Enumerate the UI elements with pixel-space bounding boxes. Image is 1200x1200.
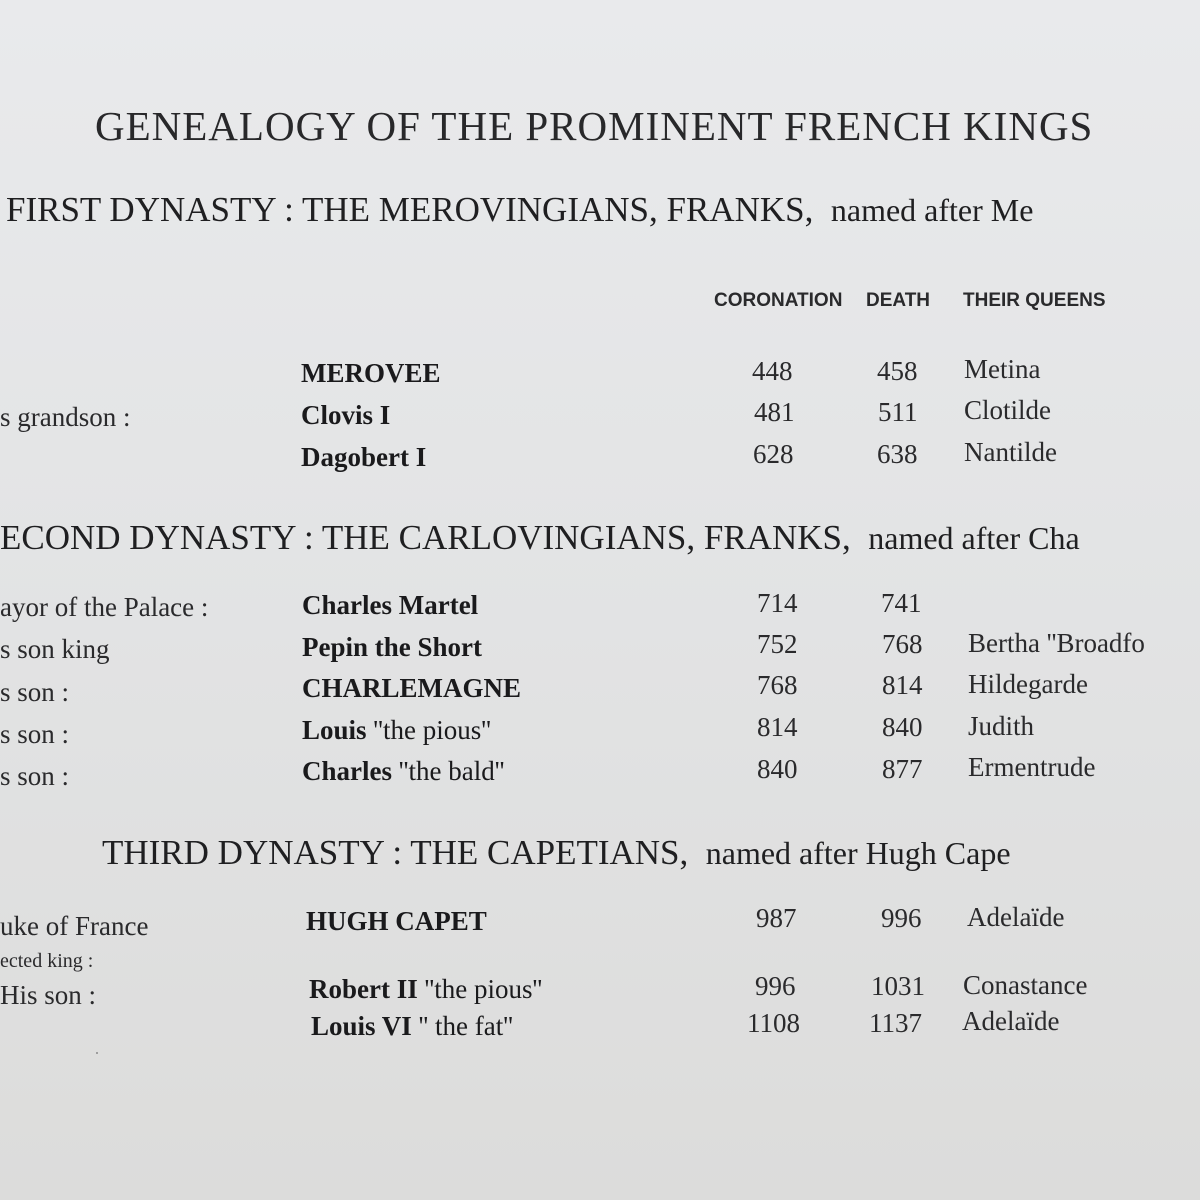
- queen-name: Adelaïde: [962, 1006, 1060, 1036]
- column-header-queens: THEIR QUEENS: [963, 290, 1106, 311]
- king-name: Dagobert I: [301, 442, 427, 472]
- dynasty-title: FIRST DYNASTY : THE MEROVINGIANS, FRANKS,: [6, 190, 814, 229]
- dynasty-title: ECOND DYNASTY : THE CARLOVINGIANS, FRANKS,: [0, 518, 851, 557]
- queen-name: Ermentrude: [968, 752, 1096, 782]
- queen-name: Metina: [964, 354, 1041, 384]
- coronation-year: 481: [754, 397, 795, 427]
- dynasty-named-after: named after Hugh Cape: [705, 835, 1011, 871]
- death-year: 996: [881, 903, 922, 933]
- death-year: 877: [882, 754, 923, 784]
- dynasty-title: THIRD DYNASTY : THE CAPETIANS,: [102, 833, 689, 872]
- relation-label: s son :: [0, 677, 70, 707]
- death-year: 768: [882, 629, 923, 659]
- relation-label: ayor of the Palace :: [0, 592, 209, 622]
- coronation-year: 814: [757, 712, 798, 742]
- king-name: [311, 1011, 513, 1042]
- relation-label: s son :: [0, 761, 70, 791]
- queen-name: Judith: [968, 711, 1035, 741]
- king-epithet: ''the pious'': [417, 974, 543, 1004]
- queen-name: Adelaïde: [967, 902, 1065, 932]
- death-year: 638: [877, 439, 918, 469]
- coronation-year: 628: [753, 439, 794, 469]
- queen-name: Hildegarde: [968, 669, 1088, 699]
- column-header-coronation: CORONATION: [714, 290, 843, 311]
- dynasty-heading-first: [6, 190, 1033, 230]
- king-name: Charles Martel: [302, 590, 479, 620]
- page-title: GENEALOGY OF THE PROMINENT FRENCH KINGS: [95, 103, 1094, 149]
- king-name: CHARLEMAGNE: [302, 673, 522, 703]
- coronation-year: 768: [757, 670, 798, 700]
- death-year: 511: [878, 397, 918, 427]
- relation-label: uke of France: [0, 911, 149, 941]
- death-year: 814: [882, 670, 923, 700]
- death-year: 458: [877, 356, 918, 386]
- queen-name: Conastance: [963, 970, 1088, 1000]
- paper-speck: [96, 1052, 98, 1054]
- dynasty-heading-second: [0, 518, 1080, 558]
- dynasty-heading-third: [102, 833, 1011, 873]
- queen-name: Clotilde: [964, 395, 1051, 425]
- relation-label: s son :: [0, 719, 70, 749]
- death-year: 840: [882, 712, 923, 742]
- death-year: 741: [881, 588, 922, 618]
- coronation-year: 714: [757, 588, 798, 618]
- king-name-text: Louis: [302, 715, 367, 745]
- coronation-year: 996: [755, 971, 796, 1001]
- column-header-death: DEATH: [866, 290, 931, 311]
- death-year: 1031: [871, 971, 925, 1001]
- coronation-year: 752: [757, 629, 798, 659]
- king-name: [302, 715, 491, 746]
- king-epithet: ''the pious'': [366, 715, 491, 745]
- queen-name: Nantilde: [964, 437, 1057, 467]
- king-name: Clovis I: [301, 400, 391, 430]
- king-name: MEROVEE: [301, 358, 441, 388]
- dynasty-named-after: named after Me: [830, 192, 1034, 228]
- king-name: [302, 756, 504, 787]
- death-year: 1137: [869, 1008, 922, 1038]
- relation-label: His son :: [0, 980, 97, 1010]
- king-name-text: Robert II: [309, 974, 418, 1004]
- coronation-year: 840: [757, 754, 798, 784]
- king-name-text: Louis VI: [311, 1011, 412, 1041]
- coronation-year: 987: [756, 903, 797, 933]
- king-name: [309, 974, 542, 1005]
- relation-label: s son king: [0, 634, 110, 664]
- relation-label: s grandson :: [0, 402, 131, 432]
- king-epithet: '' the fat'': [411, 1011, 513, 1041]
- relation-label-secondary: ected king :: [0, 950, 94, 972]
- king-epithet: ''the bald'': [392, 756, 505, 786]
- queen-name: Bertha ''Broadfo: [968, 628, 1145, 658]
- dynasty-named-after: named after Cha: [868, 520, 1080, 556]
- king-name: Pepin the Short: [302, 632, 483, 662]
- coronation-year: 1108: [747, 1008, 800, 1038]
- king-name-text: Charles: [302, 756, 392, 786]
- coronation-year: 448: [752, 356, 793, 386]
- king-name: HUGH CAPET: [306, 906, 487, 936]
